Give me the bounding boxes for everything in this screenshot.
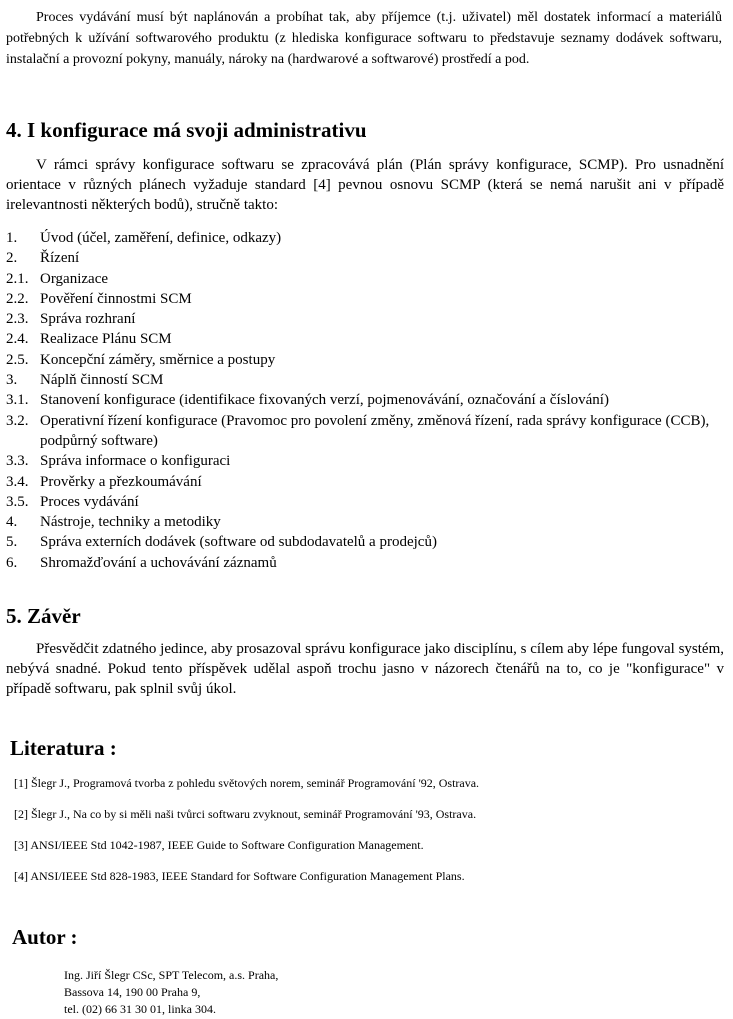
outline-item <box>6 370 726 390</box>
reference-list <box>14 776 714 900</box>
outline-item-number: 5. <box>6 534 18 551</box>
outline-item-number: 1. <box>6 230 18 246</box>
author-line: Bassova 14, 190 00 Praha 9, <box>64 985 201 999</box>
outline-item <box>6 350 726 370</box>
outline-item <box>6 532 726 552</box>
outline-item-text: Správa externích dodávek (software od subdodavatelů a prodejců) <box>40 534 437 551</box>
author-heading: Autor : <box>12 925 78 949</box>
outline-item-number: 2. <box>6 250 18 267</box>
outline-item-text: Úvod (účel, zaměření, definice, odkazy) <box>40 230 282 246</box>
author-line: tel. (02) 66 31 30 01, linka 304. <box>64 1002 216 1016</box>
outline-item <box>6 309 726 329</box>
section-5-paragraph: Přesvědčit zdatného jedince, aby prosazoval správu konfigurace jako disciplínu, s cílem aby lépe fungoval systém, nebývá snadné. Pokud tento příspěvek udělal aspoň trochu jasno v názorech čtenářů na to, co je "konfigurace" v případě softwaru, pak splnil svůj úkol. <box>6 641 724 697</box>
outline-item <box>6 451 726 471</box>
outline-item <box>6 289 726 309</box>
outline-item <box>6 411 726 452</box>
outline-item-text: Správa informace o konfiguraci <box>40 453 231 470</box>
outline-item-number: 4. <box>6 514 18 531</box>
literature-heading: Literatura : <box>10 736 117 760</box>
outline-item-text: Proces vydávání <box>40 493 139 510</box>
section-4-heading: 4. I konfigurace má svoji administrativu <box>6 118 367 142</box>
outline-item-number: 3.5. <box>6 493 29 510</box>
outline-item <box>6 472 726 492</box>
outline-item-number: 3.3. <box>6 453 29 470</box>
outline-item-text: Prověrky a přezkoumávání <box>40 473 202 490</box>
outline-item-text: Stanovení konfigurace (identifikace fixovaných verzí, pojmenovávání, označování a číslování) <box>40 392 609 409</box>
outline-item <box>6 228 726 248</box>
outline-item-text: Pověření činnostmi SCM <box>40 290 192 307</box>
outline-item-number: 2.3. <box>6 311 29 328</box>
outline-item <box>6 329 726 349</box>
outline-item-text: Shromažďování a uchovávání záznamů <box>40 554 277 571</box>
outline-item <box>6 390 726 410</box>
outline-item-text: Koncepční záměry, směrnice a postupy <box>40 351 276 368</box>
outline-item <box>6 553 726 573</box>
outline-item-number: 3. <box>6 372 18 389</box>
outline-item-text: Organizace <box>40 270 109 287</box>
outline-item <box>6 512 726 532</box>
outline-item-text: Realizace Plánu SCM <box>40 331 172 348</box>
reference-item: [2] Šlegr J., Na co by si měli naši tvůrci softwaru zvyknout, seminář Programování '93, Ostrava. <box>14 807 477 821</box>
reference-item: [1] Šlegr J., Programová tvorba z pohledu světových norem, seminář Programování '92, Ostrava. <box>14 776 480 790</box>
author-line: Ing. Jiří Šlegr CSc, SPT Telecom, a.s. Praha, <box>64 968 279 982</box>
reference-item: [3] ANSI/IEEE Std 1042-1987, IEEE Guide to Software Configuration Management. <box>14 838 424 852</box>
outline-item-text: Řízení <box>40 250 80 267</box>
outline-item-text: Náplň činností SCM <box>40 372 164 389</box>
outline-item <box>6 492 726 512</box>
outline-item-number: 2.1. <box>6 270 29 287</box>
section-4-paragraph: V rámci správy konfigurace softwaru se zpracovává plán (Plán správy konfigurace, SCMP). Pro usnadnění orientace v různých plánech vyžaduje standard [4] pevnou osnovu SCMP (která se nemá narušit ani v případě irelevantnosti některých bodů), stručně takto: <box>6 157 724 213</box>
outline-item-number: 3.1. <box>6 392 29 409</box>
outline-item <box>6 248 726 268</box>
scmp-outline <box>6 228 726 573</box>
intro-paragraph: Proces vydávání musí být naplánován a probíhat tak, aby příjemce (t.j. uživatel) měl dostatek informací a materiálů potřebných k užívání softwarového produktu (z hlediska konfigurace softwaru to představuje seznamy dodávek softwaru, instalační a provozní pokyny, manuály, nároky na (hardwarové a softwarové) prostředí a pod. <box>6 10 722 67</box>
outline-item-text: Správa rozhraní <box>40 311 136 328</box>
section-5-heading: 5. Závěr <box>6 604 81 628</box>
outline-item-number: 3.4. <box>6 473 29 490</box>
outline-item-number: 2.2. <box>6 290 29 307</box>
outline-item-number: 3.2. <box>6 412 29 429</box>
outline-item <box>6 269 726 289</box>
outline-item-number: 6. <box>6 554 18 571</box>
reference-item: [4] ANSI/IEEE Std 828-1983, IEEE Standard for Software Configuration Management Plans. <box>14 869 465 883</box>
author-address <box>64 967 278 1018</box>
outline-item-number: 2.5. <box>6 351 29 368</box>
outline-item-text: Nástroje, techniky a metodiky <box>40 514 221 531</box>
outline-item-text: Operativní řízení konfigurace (Pravomoc pro povolení změny, změnová řízení, rada správy konfigurace (CCB), podpůrný software) <box>40 412 710 449</box>
outline-item-number: 2.4. <box>6 331 29 348</box>
